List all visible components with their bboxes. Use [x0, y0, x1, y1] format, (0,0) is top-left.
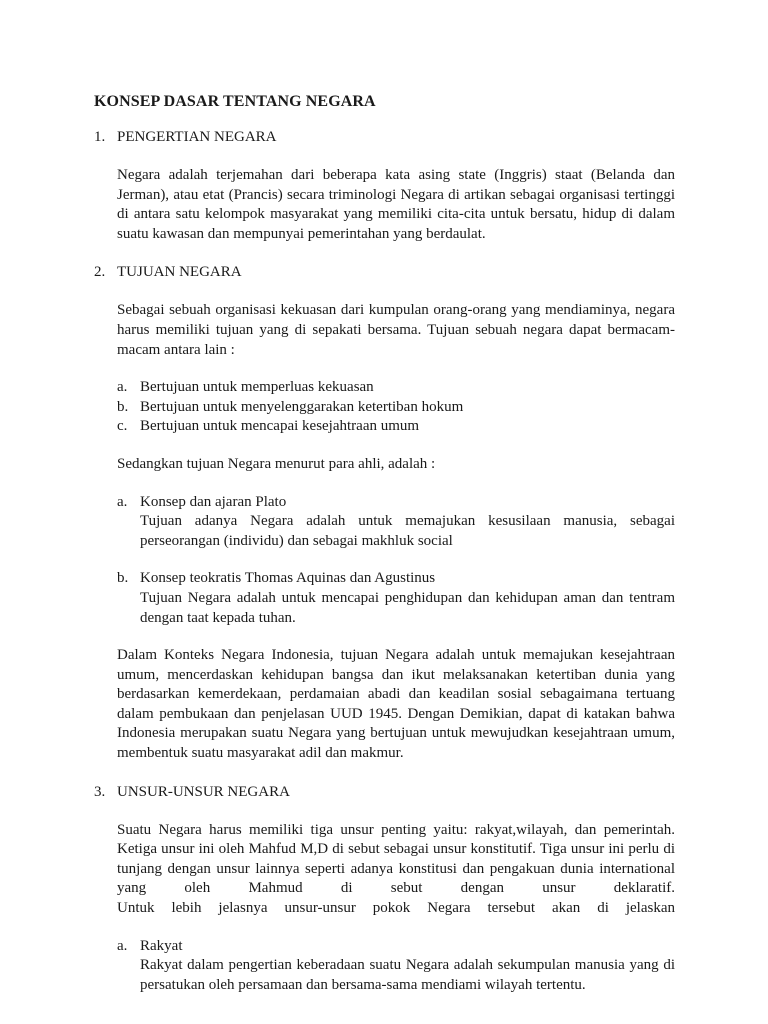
document-title: KONSEP DASAR TENTANG NEGARA	[94, 93, 376, 110]
list-text: Bertujuan untuk menyelenggarakan ketertiban hokum	[140, 398, 464, 415]
section-heading	[94, 782, 675, 802]
section-unsur-negara	[94, 782, 675, 996]
indonesia-paragraph: Dalam Konteks Negara Indonesia, tujuan Negara adalah untuk memajukan kesejahtraan umum, mencerdaskan kehidupan bangsa dan ikut melaksanakan ketertiban dunia yang berdasarkan kemerdekaan, perdamaian abadi dan keadilan sosial sebagaimana tertuang dalam pembukaan dan penjelasan UUD 1945. Dengan Demikian, dapat di katakan bahwa Indonesia merupakan suatu Negara yang bertujuan untuk mewujudkan kesejahtraan umum, membentuk suatu masyarakat adil dan makmur.	[117, 647, 675, 762]
list-text: Bertujuan untuk mencapai kesejahtraan umum	[140, 418, 420, 435]
expert-title: Konsep dan ajaran Plato	[140, 493, 287, 510]
element-item	[94, 937, 675, 996]
definition-paragraph: Negara adalah terjemahan dari beberapa kata asing state (Inggris) staat (Belanda dan Jerman), atau etat (Prancis) secara triminologi Negara di artikan sebagai organisasi tertinggi di antara satu kelompok masyarakat yang memiliki cita-cita untuk bersatu, hidup di dalam suatu kawasan dan mempunyai pemerintahan yang berdaulat.	[117, 167, 675, 242]
list-item	[94, 417, 675, 437]
section-tujuan-negara	[94, 262, 675, 763]
list-letter: b.	[117, 398, 129, 415]
list-letter: b.	[117, 570, 129, 587]
expert-text: Tujuan adanya Negara adalah untuk memajukan kesusilaan manusia, sebagai perseorangan (individu) dan sebagai makhluk social	[140, 513, 675, 549]
goals-list	[94, 378, 675, 437]
element-text: Rakyat dalam pengertian keberadaan suatu Negara adalah sekumpulan manusia yang di persatukan oleh persamaan dan bersama-sama mendiami wilayah tertentu.	[140, 957, 675, 993]
section-heading-text: UNSUR-UNSUR NEGARA	[117, 783, 290, 800]
list-letter: a.	[117, 379, 128, 396]
list-item	[94, 378, 675, 398]
expert-title: Konsep teokratis Thomas Aquinas dan Agustinus	[140, 570, 436, 587]
list-letter: c.	[117, 418, 128, 435]
expert-text: Tujuan Negara adalah untuk mencapai penghidupan dan kehidupan aman dan tentram dengan taat kepada tuhan.	[140, 589, 675, 626]
document-page	[94, 92, 675, 1013]
section-heading	[94, 262, 675, 282]
section-number: 3.	[94, 783, 106, 800]
section-heading	[94, 127, 675, 147]
list-item	[94, 398, 675, 418]
elements-paragraph-cont: Untuk lebih jelasnya unsur-unsur pokok Negara tersebut akan di jelaskan	[117, 900, 675, 917]
element-title: Rakyat	[140, 937, 183, 954]
elements-paragraph: Suatu Negara harus memiliki tiga unsur penting yaitu: rakyat,wilayah, dan pemerintah. Ketiga unsur ini oleh Mahfud M,D di sebut sebagai unsur konstitutif. Tiga unsur ini perlu di tunjang dengan unsur lainnya seperti adanya konstitusi dan pengakuan dunia international yang oleh Mahmud di sebut dengan unsur deklaratif.	[117, 821, 675, 897]
list-letter: a.	[117, 937, 128, 954]
list-letter: a.	[117, 493, 128, 510]
experts-intro: Sedangkan tujuan Negara menurut para ahli, adalah :	[117, 455, 436, 472]
section-heading-text: TUJUAN NEGARA	[117, 264, 242, 281]
section-heading-text: PENGERTIAN NEGARA	[117, 129, 277, 145]
expert-item	[94, 569, 675, 628]
list-text: Bertujuan untuk memperluas kekuasan	[140, 379, 374, 396]
section-number: 2.	[94, 264, 106, 281]
section-pengertian-negara	[94, 127, 675, 244]
goals-intro-paragraph: Sebagai sebuah organisasi kekuasan dari kumpulan orang-orang yang mendiaminya, negara harus memiliki tujuan yang di sepakati bersama. Tujuan sebuah negara dapat bermacam-macam antara lain :	[117, 302, 675, 358]
section-number: 1.	[94, 129, 106, 145]
expert-item	[94, 493, 675, 552]
